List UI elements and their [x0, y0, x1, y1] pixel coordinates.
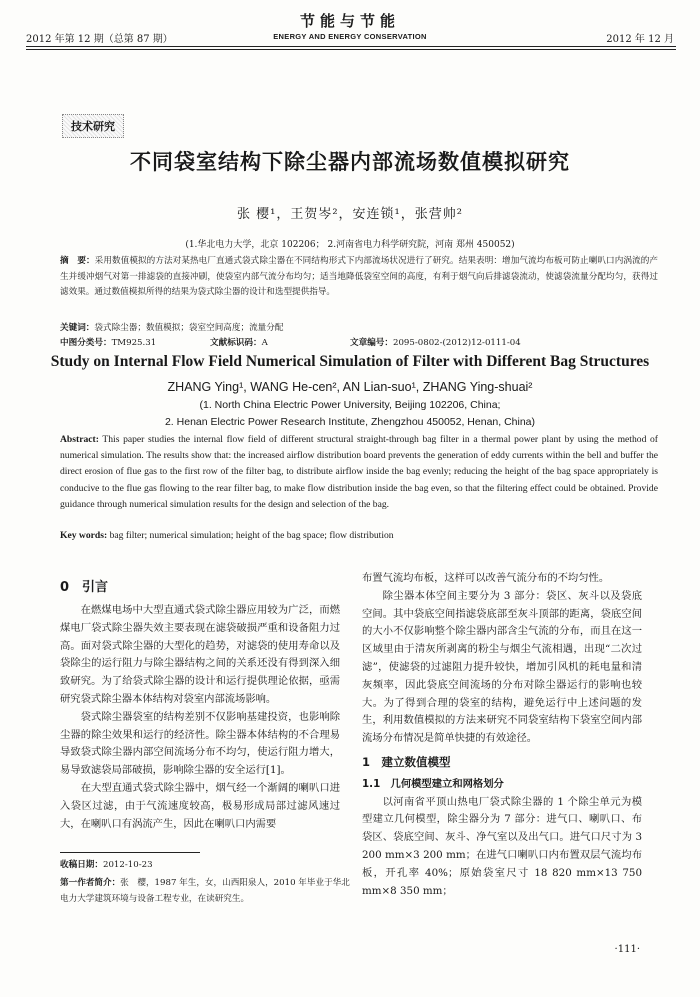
- clc-label: 中图分类号：: [60, 338, 112, 348]
- body-paragraph: 除尘器本体空间主要分为 3 部分：袋区、灰斗以及袋底空间。其中袋底空间指滤袋底部至灰斗顶部的距离，袋底空间的大小不仅影响整个除尘器内部含尘气流的分布，而且在这一区域里由于清灰所剥离的粉尘与烟尘气流相遇，出现“二次过滤”，使滤袋的过滤阻力提升较快，增加引风机的耗电量和清灰频率，因此袋底空间流场的分布对除尘器运行的影响也较大。为了得到合理的袋室的结构，避免运行中上述问题的发生，利用数值模拟的方法来研究不同袋室结构下袋室空间内部流场分布情况是简单快捷的有效途径。: [362, 589, 642, 745]
- section-1-1-heading: 1.1 几何模型建立和网格划分: [362, 777, 504, 790]
- abstract-cn: [60, 254, 658, 301]
- header-issue: 2012 年第 12 期（总第 87 期）: [26, 34, 173, 45]
- authors-cn: 张 樱¹，王贺岑²，安连锁¹，张营帅²: [237, 207, 463, 222]
- received-label: 收稿日期：: [60, 860, 103, 870]
- footnote-rule: [60, 852, 200, 853]
- footnote-author: [60, 876, 350, 907]
- clc-value: TM925.31: [111, 338, 157, 348]
- page-number: ·111·: [614, 944, 640, 955]
- affiliation-en-1: (1. North China Electric Power University, Beijing 102206, China;: [199, 399, 501, 411]
- keywords-en-label: Key words:: [60, 530, 108, 541]
- author-bio-label: 第一作者简介：: [60, 878, 121, 888]
- abstract-en-label: Abstract:: [60, 434, 99, 445]
- right-column: [362, 570, 642, 900]
- keywords-cn: [60, 321, 283, 333]
- classification-row: [60, 336, 521, 348]
- paper-title-cn: 不同袋室结构下除尘器内部流场数值模拟研究: [130, 150, 570, 174]
- footnote-received: [60, 858, 350, 874]
- journal-title-cn: 节能与节能: [299, 12, 400, 30]
- journal-masthead: [0, 10, 700, 41]
- keywords-cn-label: 关键词：: [60, 323, 95, 333]
- abstract-en: [60, 432, 658, 513]
- journal-title-en: ENERGY AND ENERGY CONSERVATION: [273, 32, 427, 41]
- body-paragraph: 布置气流均布板，这样可以改善气流分布的不均匀性。: [362, 572, 610, 584]
- abstract-cn-text: 采用数值模拟的方法对某热电厂直通式袋式除尘器在不同结构形式下内部流场状况进行了研究。结果表明：增加气流均布板可防止喇叭口内涡流的产生并缓冲烟气对第一排滤袋的直接冲刷，使袋室内部气流分布均匀；适当地降低袋室空间的高度，有利于烟气向后排滤袋流动，使滤袋流量分配均匀，获得过滤效果。通过数值模拟所得的结果为袋式除尘器的设计和选型提供指导。: [60, 256, 658, 298]
- doc-code-label: 文献标识码：: [210, 338, 262, 348]
- body-paragraph: 在燃煤电场中大型直通式袋式除尘器应用较为广泛，而燃煤电厂袋式除尘器失效主要表现在滤袋破损严重和设备阻力过高。面对袋式除尘器的大型化的趋势，对滤袋的使用寿命以及袋除尘的运行阻力与除尘器结构之间的关系还没有得到深入细致研究。为了给袋式除尘器的设计和运行提供理论依据，亟需研究袋式除尘器本体结构对袋室内部流场影响。: [60, 604, 340, 705]
- keywords-en: [60, 530, 658, 541]
- body-paragraph: 在大型直通式袋式除尘器中，烟气经一个渐阔的喇叭口进入袋区过滤，由于气流速度较高，极易形成局部过滤风速过大，在喇叭口有涡流产生，因此在喇叭口内需要: [60, 781, 340, 830]
- abstract-en-text: This paper studies the internal flow field of different structural straight-through bag filter in a thermal power plant by using the method of numerical simulation. The results show that: the increased airflow distribution board prevents the generation of eddy currents within the bell and buffer the direct erosion of flue gas to the first row of the filter bag, to distribute airflow inside the bag evenly; reducing the height of the bag space appropriately is conducive to the flue gas flowing to the rear filter bag, to make flow distribution inside the bag even, so that the filtering effect could be obtained. Provide guidance through numerical simulation results for the design and selection of the bag.: [60, 434, 658, 510]
- header-rule: [26, 46, 676, 47]
- keywords-en-text: bag filter; numerical simulation; height of the bag space; flow distribution: [109, 530, 394, 541]
- body-paragraph: 袋式除尘器袋室的结构差别不仅影响基建投资，也影响除尘器的除尘效果和运行的经济性。除尘器本体结构的不合理易导致袋式除尘器内部空间流场分布不均匀，使运行阻力增大，易导致滤袋局部破损，影响除尘器的安全运行[1]。: [60, 710, 340, 777]
- author-bio-text: 张 樱，1987 年生，女，山西阳泉人，2010 年毕业于华北电力大学建筑环境与设备工程专业，在读研究生。: [60, 878, 350, 904]
- body-paragraph: 以河南省平顶山热电厂袋式除尘器的 1 个除尘单元为模型建立几何模型，除尘器分为 7 部分：进气口、喇叭口、布袋区、袋底空间、灰斗、净气室以及出气口。进气口尺寸为 3 200 mm×3 200 mm；在进气口喇叭口内布置双层气流均布板，开孔率 40%；原始袋室尺寸 18 820 mm×13 750 mm×8 350 mm；: [362, 795, 642, 897]
- header-rule-thin: [26, 49, 676, 50]
- header-date: 2012 年 12 月: [606, 34, 674, 45]
- section-0-heading: 0 引言: [60, 580, 109, 595]
- affiliation-en-2: 2. Henan Electric Power Research Institute, Zhengzhou 450052, Henan, China): [164, 416, 536, 428]
- keywords-cn-text: 袋式除尘器；数值模拟；袋室空间高度；流量分配: [94, 323, 284, 333]
- authors-en: ZHANG Ying¹, WANG He-cen², AN Lian-suo¹, ZHANG Ying-shuai²: [167, 380, 533, 394]
- left-column: [60, 602, 340, 833]
- doc-code-value: A: [261, 338, 268, 348]
- received-date: 2012-10-23: [102, 860, 153, 870]
- article-no-value: 2095-0802-(2012)12-0111-04: [392, 338, 521, 348]
- article-no-label: 文章编号：: [350, 338, 393, 348]
- paper-title-en: Study on Internal Flow Field Numerical Simulation of Filter with Different Bag Structures: [50, 353, 650, 370]
- abstract-cn-label: 摘 要：: [60, 256, 95, 266]
- affiliation-cn: (1.华北电力大学，北京 102206； 2.河南省电力科学研究院，河南 郑州 450052): [185, 240, 515, 250]
- section-1-heading: 1 建立数值模型: [362, 754, 451, 769]
- column-tag: 技术研究: [62, 114, 124, 138]
